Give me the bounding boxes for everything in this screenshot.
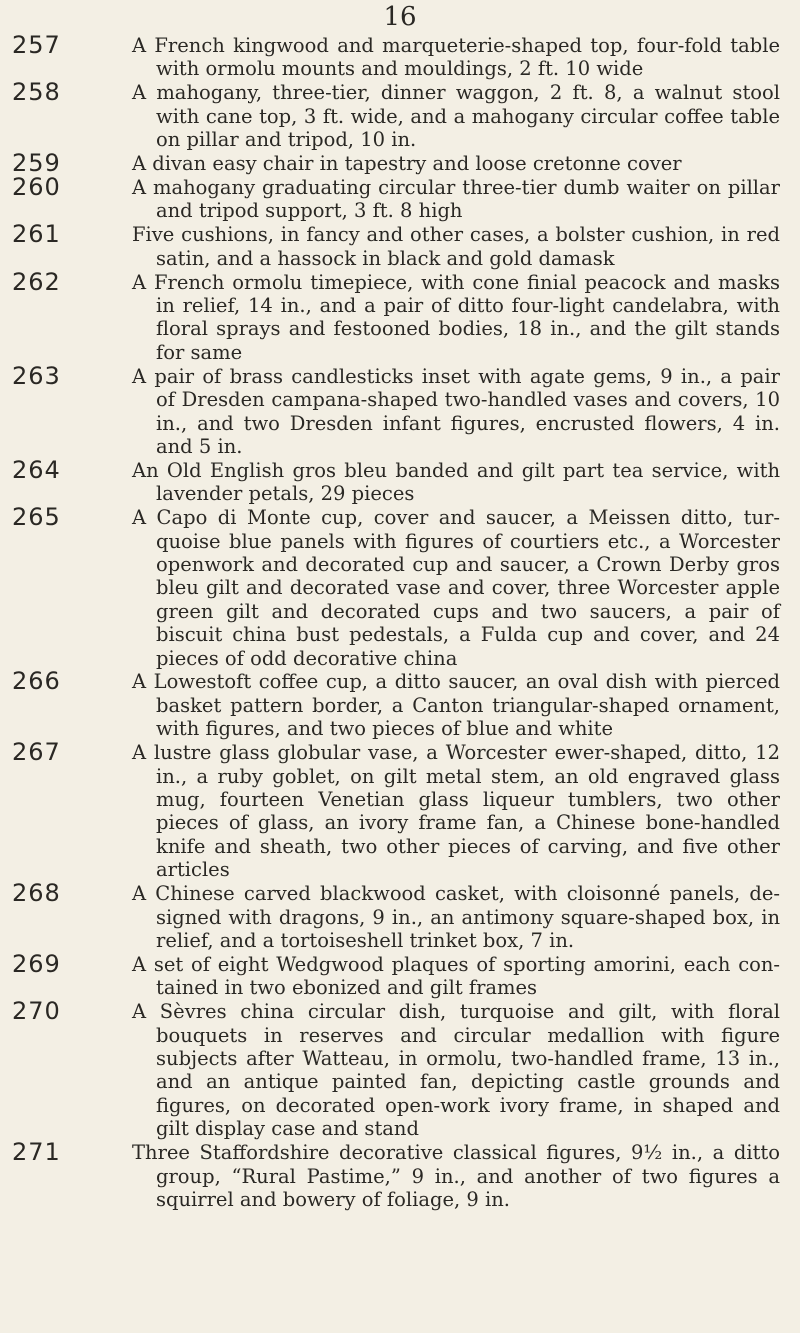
lot-description: A divan easy chair in tapestry and loose cretonne cover: [132, 152, 682, 176]
lot-entry: [12, 455, 780, 506]
lot-number: 268: [12, 879, 61, 908]
lot-entry: [12, 997, 780, 1141]
lot-entry: [12, 879, 780, 952]
lot-number: 263: [12, 361, 61, 390]
lot-number: 258: [12, 78, 61, 107]
lot-number: 262: [12, 267, 61, 296]
lot-entry: [12, 738, 780, 882]
lot-entry: [12, 667, 780, 741]
catalogue-list: [0, 31, 800, 1211]
lot-description: A Lowestoft coffee cup, a ditto saucer, an oval dish with pierced basket pattern border, a Canton triangular-shaped ornament, with figures, and two pieces of blue and white: [132, 670, 780, 741]
lot-description: Three Staffordshire decorative classical figures, 9½ in., a ditto group, “Rural Pastime,” 9 in., and another of two figures a squirrel and bowery of foliage, 9 in.: [132, 1141, 780, 1211]
lot-description: A French ormolu timepiece, with cone finial peacock and masks in relief, 14 in., and a pair of ditto four-light candelabra, with floral sprays and festooned bodies, 18 in., and the gilt stands for same: [132, 270, 780, 364]
lot-number: 264: [12, 455, 61, 484]
lot-entry: [12, 220, 780, 270]
lot-number: 267: [12, 738, 61, 767]
lot-description: An Old English gros bleu banded and gilt part tea service, with lavender petals, 29 pieces: [132, 458, 780, 506]
lot-number: 259: [12, 149, 61, 178]
lot-entry: [12, 78, 780, 152]
lot-entry: [12, 1138, 780, 1211]
lot-number: 266: [12, 667, 61, 696]
lot-entry: [12, 503, 780, 670]
lot-entry: [12, 949, 780, 1000]
lot-description: A French kingwood and marqueterie-shaped top, four-fold table with ormolu mounts and mouldings, 2 ft. 10 wide: [132, 34, 780, 81]
lot-number: 269: [12, 949, 61, 978]
lot-description: A mahogany graduating circular three-tier dumb waiter on pillar and tripod support, 3 ft. 8 high: [132, 175, 780, 223]
lot-entry: [12, 172, 780, 223]
lot-description: A Sèvres china circular dish, turquoise and gilt, with floral bouquets in reserves and circular medallion with figure subjects after Watteau, in ormolu, two-handled frame, 13 in., and an antique painted fan, depicting castle grounds and figures, on decorated open-work ivory frame, in shaped and gilt display case and stand: [132, 1000, 780, 1141]
lot-entry: [12, 149, 780, 178]
lot-description: A set of eight Wedgwood plaques of sporting amorini, each con-tained in two ebonized and gilt frames: [132, 952, 780, 1000]
lot-description: A lustre glass globular vase, a Worcester ewer-shaped, ditto, 12 in., a ruby goblet, on gilt metal stem, an old engraved glass mug, fourteen Venetian glass liqueur tumblers, two other pieces of glass, an ivory frame fan, a Chinese bone-handled knife and sheath, two other pieces of carving, and five other articles: [132, 741, 780, 882]
lot-number: 261: [12, 220, 61, 249]
lot-entry: [12, 361, 780, 459]
lot-number: 265: [12, 503, 61, 532]
lot-description: A Capo di Monte cup, cover and saucer, a Meissen ditto, tur-quoise blue panels with figures of courtiers etc., a Worcester openwork and decorated cup and saucer, a Crown Derby gros bleu gilt and decorated vase and cover, three Worcester apple green gilt and decorated cups and two saucers, a pair of biscuit china bust pedestals, a Fulda cup and cover, and 24 pieces of odd decorative china: [132, 506, 780, 670]
lot-number: 271: [12, 1138, 61, 1167]
lot-description: A pair of brass candlesticks inset with agate gems, 9 in., a pair of Dresden campana-shaped two-handled vases and covers, 10 in., and two Dresden infant figures, encrusted flowers, 4 in. and 5 in.: [132, 364, 780, 458]
lot-number: 270: [12, 997, 61, 1026]
lot-description: A Chinese carved blackwood casket, with cloisonné panels, de-signed with dragons, 9 in., an antimony square-shaped box, in relief, and a tortoiseshell trinket box, 7 in.: [132, 882, 780, 952]
lot-description: A mahogany, three-tier, dinner waggon, 2 ft. 8, a walnut stool with cane top, 3 ft. wide, and a mahogany circular coffee table on pillar and tripod, 10 in.: [132, 81, 780, 152]
lot-entry: [12, 267, 780, 365]
lot-number: 257: [12, 31, 61, 59]
lot-number: 260: [12, 172, 61, 201]
lot-entry: [12, 31, 780, 81]
lot-description: Five cushions, in fancy and other cases, a bolster cushion, in red satin, and a hassock in black and gold damask: [132, 223, 780, 270]
page-number: 16: [383, 2, 417, 32]
